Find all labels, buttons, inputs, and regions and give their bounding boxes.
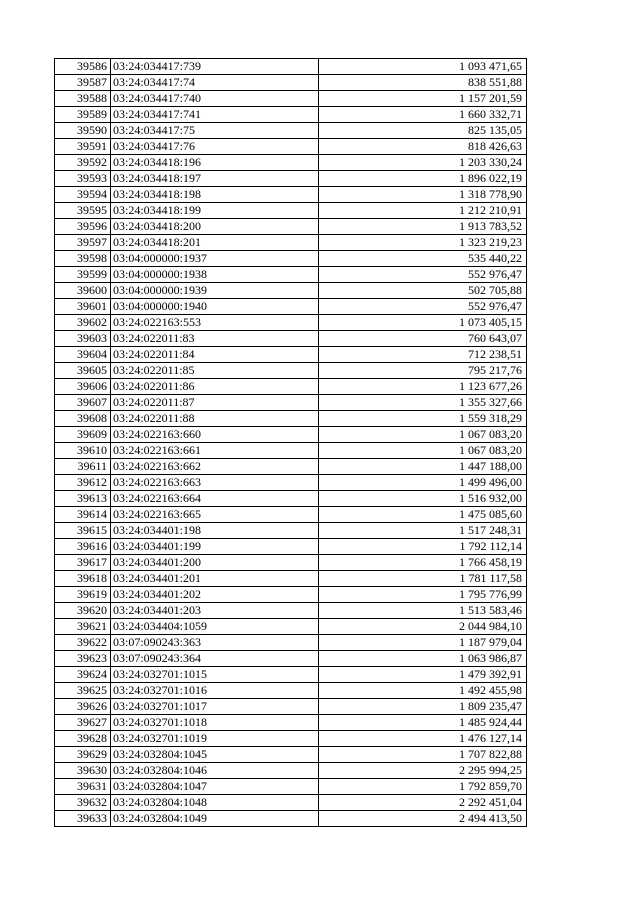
cadastral-number-cell: 03:24:022011:84: [111, 347, 319, 363]
row-number-cell: 39598: [55, 251, 111, 267]
cadastral-number-cell: 03:24:032701:1019: [111, 731, 319, 747]
cadastral-number-cell: 03:24:022163:662: [111, 459, 319, 475]
cadastral-number-cell: 03:24:032804:1046: [111, 763, 319, 779]
cadastral-number-cell: 03:04:000000:1939: [111, 283, 319, 299]
table-row: [55, 299, 527, 315]
row-number-cell: 39603: [55, 331, 111, 347]
row-number-cell: 39607: [55, 395, 111, 411]
row-number-cell: 39604: [55, 347, 111, 363]
row-number-cell: 39601: [55, 299, 111, 315]
value-cell: 1 516 932,00: [319, 491, 527, 507]
table-row: [55, 235, 527, 251]
cadastral-number-cell: 03:24:022163:665: [111, 507, 319, 523]
row-number-cell: 39620: [55, 603, 111, 619]
table-row: [55, 667, 527, 683]
row-number-cell: 39595: [55, 203, 111, 219]
value-cell: 1 475 085,60: [319, 507, 527, 523]
cadastral-number-cell: 03:24:034401:202: [111, 587, 319, 603]
cadastral-number-cell: 03:24:034418:196: [111, 155, 319, 171]
cadastral-number-cell: 03:24:022011:86: [111, 379, 319, 395]
cadastral-number-cell: 03:24:032701:1018: [111, 715, 319, 731]
row-number-cell: 39625: [55, 683, 111, 699]
cadastral-number-cell: 03:24:034401:199: [111, 539, 319, 555]
table-row: [55, 395, 527, 411]
table-row: [55, 747, 527, 763]
value-cell: 1 660 332,71: [319, 107, 527, 123]
row-number-cell: 39633: [55, 811, 111, 827]
cadastral-number-cell: 03:24:034401:200: [111, 555, 319, 571]
row-number-cell: 39591: [55, 139, 111, 155]
cadastral-number-cell: 03:24:032701:1017: [111, 699, 319, 715]
table-row: [55, 251, 527, 267]
row-number-cell: 39614: [55, 507, 111, 523]
value-cell: 2 044 984,10: [319, 619, 527, 635]
row-number-cell: 39594: [55, 187, 111, 203]
value-cell: 825 135,05: [319, 123, 527, 139]
row-number-cell: 39611: [55, 459, 111, 475]
cadastral-number-cell: 03:24:022163:660: [111, 427, 319, 443]
table-row: [55, 331, 527, 347]
value-cell: 502 705,88: [319, 283, 527, 299]
value-cell: 1 067 083,20: [319, 427, 527, 443]
table-row: [55, 283, 527, 299]
cadastral-number-cell: 03:24:034417:76: [111, 139, 319, 155]
row-number-cell: 39628: [55, 731, 111, 747]
row-number-cell: 39618: [55, 571, 111, 587]
cadastral-number-cell: 03:24:022011:87: [111, 395, 319, 411]
cadastral-number-cell: 03:24:032804:1049: [111, 811, 319, 827]
cadastral-number-cell: 03:04:000000:1940: [111, 299, 319, 315]
table-row: [55, 203, 527, 219]
row-number-cell: 39600: [55, 283, 111, 299]
row-number-cell: 39602: [55, 315, 111, 331]
value-cell: 818 426,63: [319, 139, 527, 155]
value-cell: 1 766 458,19: [319, 555, 527, 571]
table-row: [55, 763, 527, 779]
table-row: [55, 459, 527, 475]
cadastral-number-cell: 03:24:034417:739: [111, 59, 319, 75]
value-cell: 1 913 783,52: [319, 219, 527, 235]
cadastral-number-cell: 03:24:034417:741: [111, 107, 319, 123]
table-row: [55, 507, 527, 523]
row-number-cell: 39616: [55, 539, 111, 555]
row-number-cell: 39613: [55, 491, 111, 507]
cadastral-number-cell: 03:24:034401:198: [111, 523, 319, 539]
value-cell: 1 323 219,23: [319, 235, 527, 251]
value-cell: 1 476 127,14: [319, 731, 527, 747]
value-cell: 1 499 496,00: [319, 475, 527, 491]
cadastral-number-cell: 03:07:090243:363: [111, 635, 319, 651]
value-cell: 1 123 677,26: [319, 379, 527, 395]
cadastral-number-cell: 03:24:034404:1059: [111, 619, 319, 635]
table-row: [55, 75, 527, 91]
table-row: [55, 715, 527, 731]
cadastral-number-cell: 03:24:032701:1015: [111, 667, 319, 683]
table-row: [55, 443, 527, 459]
value-cell: 1 781 117,58: [319, 571, 527, 587]
table-row: [55, 651, 527, 667]
row-number-cell: 39615: [55, 523, 111, 539]
table-row: [55, 731, 527, 747]
value-cell: 535 440,22: [319, 251, 527, 267]
table-row: [55, 699, 527, 715]
cadastral-number-cell: 03:24:034418:197: [111, 171, 319, 187]
cadastral-number-cell: 03:24:022011:88: [111, 411, 319, 427]
cadastral-number-cell: 03:24:032804:1047: [111, 779, 319, 795]
value-cell: 1 093 471,65: [319, 59, 527, 75]
row-number-cell: 39609: [55, 427, 111, 443]
cadastral-number-cell: 03:24:034417:74: [111, 75, 319, 91]
value-cell: 1 067 083,20: [319, 443, 527, 459]
cadastral-number-cell: 03:24:032804:1048: [111, 795, 319, 811]
value-cell: 795 217,76: [319, 363, 527, 379]
cadastral-number-cell: 03:24:022011:85: [111, 363, 319, 379]
row-number-cell: 39630: [55, 763, 111, 779]
value-cell: 1 492 455,98: [319, 683, 527, 699]
row-number-cell: 39587: [55, 75, 111, 91]
value-cell: 1 513 583,46: [319, 603, 527, 619]
table-row: [55, 107, 527, 123]
cadastral-number-cell: 03:24:022163:664: [111, 491, 319, 507]
table-row: [55, 795, 527, 811]
row-number-cell: 39588: [55, 91, 111, 107]
row-number-cell: 39617: [55, 555, 111, 571]
value-cell: 1 792 112,14: [319, 539, 527, 555]
value-cell: 1 795 776,99: [319, 587, 527, 603]
table-row: [55, 619, 527, 635]
table-row: [55, 91, 527, 107]
value-cell: 1 485 924,44: [319, 715, 527, 731]
row-number-cell: 39590: [55, 123, 111, 139]
table-row: [55, 315, 527, 331]
row-number-cell: 39610: [55, 443, 111, 459]
table-row: [55, 379, 527, 395]
row-number-cell: 39586: [55, 59, 111, 75]
value-cell: 1 203 330,24: [319, 155, 527, 171]
value-cell: 552 976,47: [319, 267, 527, 283]
table-row: [55, 491, 527, 507]
cadastral-number-cell: 03:24:034418:198: [111, 187, 319, 203]
table-row: [55, 475, 527, 491]
cadastral-number-cell: 03:24:022163:663: [111, 475, 319, 491]
value-cell: 1 517 248,31: [319, 523, 527, 539]
row-number-cell: 39589: [55, 107, 111, 123]
value-cell: 1 896 022,19: [319, 171, 527, 187]
value-cell: 1 809 235,47: [319, 699, 527, 715]
cadastral-number-cell: 03:24:032804:1045: [111, 747, 319, 763]
row-number-cell: 39619: [55, 587, 111, 603]
cadastral-number-cell: 03:24:034401:203: [111, 603, 319, 619]
value-cell: 1 073 405,15: [319, 315, 527, 331]
value-cell: 1 479 392,91: [319, 667, 527, 683]
table-row: [55, 683, 527, 699]
row-number-cell: 39597: [55, 235, 111, 251]
table-row: [55, 427, 527, 443]
row-number-cell: 39612: [55, 475, 111, 491]
cadastral-number-cell: 03:24:034418:199: [111, 203, 319, 219]
table-row: [55, 123, 527, 139]
value-cell: 552 976,47: [319, 299, 527, 315]
table-row: [55, 171, 527, 187]
table-row: [55, 555, 527, 571]
table-row: [55, 635, 527, 651]
row-number-cell: 39606: [55, 379, 111, 395]
value-cell: 760 643,07: [319, 331, 527, 347]
cadastral-value-table: [54, 58, 527, 827]
row-number-cell: 39627: [55, 715, 111, 731]
table-row: [55, 811, 527, 827]
table-row: [55, 59, 527, 75]
value-cell: 1 792 859,70: [319, 779, 527, 795]
row-number-cell: 39629: [55, 747, 111, 763]
value-cell: 1 707 822,88: [319, 747, 527, 763]
row-number-cell: 39623: [55, 651, 111, 667]
row-number-cell: 39592: [55, 155, 111, 171]
table-row: [55, 603, 527, 619]
cadastral-number-cell: 03:07:090243:364: [111, 651, 319, 667]
row-number-cell: 39621: [55, 619, 111, 635]
table-row: [55, 139, 527, 155]
cadastral-number-cell: 03:24:022163:661: [111, 443, 319, 459]
table-row: [55, 187, 527, 203]
value-cell: 838 551,88: [319, 75, 527, 91]
value-cell: 1 212 210,91: [319, 203, 527, 219]
value-cell: 1 447 188,00: [319, 459, 527, 475]
cadastral-number-cell: 03:24:022011:83: [111, 331, 319, 347]
value-cell: 1 157 201,59: [319, 91, 527, 107]
cadastral-number-cell: 03:24:034417:75: [111, 123, 319, 139]
row-number-cell: 39631: [55, 779, 111, 795]
cadastral-number-cell: 03:24:022163:553: [111, 315, 319, 331]
table-row: [55, 267, 527, 283]
table-row: [55, 363, 527, 379]
value-cell: 1 559 318,29: [319, 411, 527, 427]
table-row: [55, 539, 527, 555]
table-row: [55, 587, 527, 603]
table-row: [55, 411, 527, 427]
value-cell: 1 187 979,04: [319, 635, 527, 651]
cadastral-number-cell: 03:24:034418:200: [111, 219, 319, 235]
row-number-cell: 39605: [55, 363, 111, 379]
value-cell: 2 494 413,50: [319, 811, 527, 827]
table-body: [55, 59, 527, 827]
value-cell: 2 292 451,04: [319, 795, 527, 811]
row-number-cell: 39622: [55, 635, 111, 651]
table-row: [55, 347, 527, 363]
cadastral-number-cell: 03:24:034401:201: [111, 571, 319, 587]
row-number-cell: 39596: [55, 219, 111, 235]
row-number-cell: 39626: [55, 699, 111, 715]
cadastral-number-cell: 03:24:032701:1016: [111, 683, 319, 699]
value-cell: 1 355 327,66: [319, 395, 527, 411]
table-row: [55, 571, 527, 587]
row-number-cell: 39593: [55, 171, 111, 187]
row-number-cell: 39632: [55, 795, 111, 811]
value-cell: 712 238,51: [319, 347, 527, 363]
value-cell: 1 063 986,87: [319, 651, 527, 667]
value-cell: 2 295 994,25: [319, 763, 527, 779]
cadastral-number-cell: 03:04:000000:1937: [111, 251, 319, 267]
cadastral-number-cell: 03:04:000000:1938: [111, 267, 319, 283]
table-row: [55, 523, 527, 539]
cadastral-number-cell: 03:24:034418:201: [111, 235, 319, 251]
value-cell: 1 318 778,90: [319, 187, 527, 203]
table-row: [55, 155, 527, 171]
cadastral-number-cell: 03:24:034417:740: [111, 91, 319, 107]
row-number-cell: 39599: [55, 267, 111, 283]
row-number-cell: 39608: [55, 411, 111, 427]
table-row: [55, 779, 527, 795]
table-row: [55, 219, 527, 235]
row-number-cell: 39624: [55, 667, 111, 683]
